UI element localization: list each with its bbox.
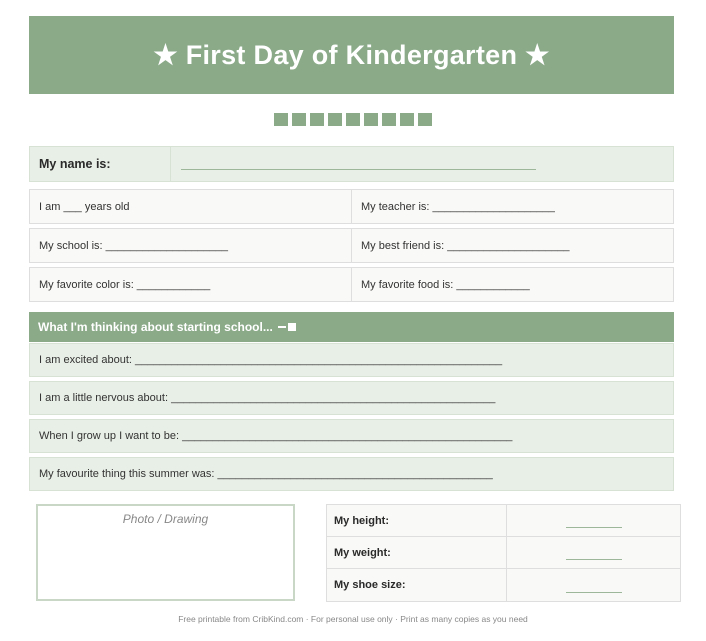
deco-square bbox=[418, 113, 432, 126]
decorative-squares bbox=[274, 113, 432, 126]
deco-square bbox=[310, 113, 324, 126]
shoe-size-label: My shoe size: bbox=[327, 569, 507, 601]
deco-square bbox=[274, 113, 288, 126]
deco-square bbox=[382, 113, 396, 126]
weight-label: My weight: bbox=[327, 537, 507, 568]
favorite-color-field[interactable]: My favorite color is: ____________ bbox=[30, 268, 352, 301]
photo-drawing-box[interactable] bbox=[36, 504, 295, 601]
grow-up-field[interactable]: When I grow up I want to be: ______________________________________________________ bbox=[29, 419, 674, 453]
excited-about-field[interactable]: I am excited about: ____________________________________________________________ bbox=[29, 343, 674, 377]
dash-square-icon bbox=[278, 323, 296, 331]
height-field[interactable] bbox=[507, 505, 680, 536]
name-row bbox=[29, 146, 674, 182]
measurement-row bbox=[327, 569, 680, 601]
footer-note: Free printable from CribKind.com · For personal use only · Print as many copies as you need bbox=[178, 614, 528, 624]
info-row bbox=[29, 189, 674, 224]
age-field[interactable]: I am ___ years old bbox=[30, 190, 352, 223]
info-row bbox=[29, 228, 674, 263]
measurement-row bbox=[327, 537, 680, 569]
deco-square bbox=[364, 113, 378, 126]
deco-square bbox=[292, 113, 306, 126]
title-banner bbox=[29, 16, 674, 94]
photo-caption: Photo / Drawing bbox=[122, 512, 209, 526]
school-field[interactable]: My school is: ____________________ bbox=[30, 229, 352, 262]
info-row bbox=[29, 267, 674, 302]
thinking-heading: What I'm thinking about starting school... bbox=[38, 320, 273, 334]
favorite-food-field[interactable]: My favorite food is: ____________ bbox=[361, 278, 530, 291]
summer-favourite-field[interactable]: My favourite thing this summer was: _____________________________________________ bbox=[29, 457, 674, 491]
shoe-size-field[interactable] bbox=[507, 569, 680, 601]
deco-square bbox=[400, 113, 414, 126]
thinking-section-header bbox=[29, 312, 674, 342]
weight-field[interactable] bbox=[507, 537, 680, 568]
height-label: My height: bbox=[327, 505, 507, 536]
deco-square bbox=[328, 113, 342, 126]
nervous-about-field[interactable]: I am a little nervous about: _____________________________________________________ bbox=[29, 381, 674, 415]
best-friend-field[interactable]: My best friend is: ____________________ bbox=[361, 239, 570, 252]
name-field[interactable] bbox=[181, 169, 536, 170]
teacher-field[interactable]: My teacher is: ____________________ bbox=[361, 200, 555, 213]
measurement-row bbox=[327, 505, 680, 537]
name-label: My name is: bbox=[30, 147, 171, 181]
page-title: ★ First Day of Kindergarten ★ bbox=[153, 39, 550, 70]
deco-square bbox=[346, 113, 360, 126]
measurements-table bbox=[326, 504, 681, 602]
